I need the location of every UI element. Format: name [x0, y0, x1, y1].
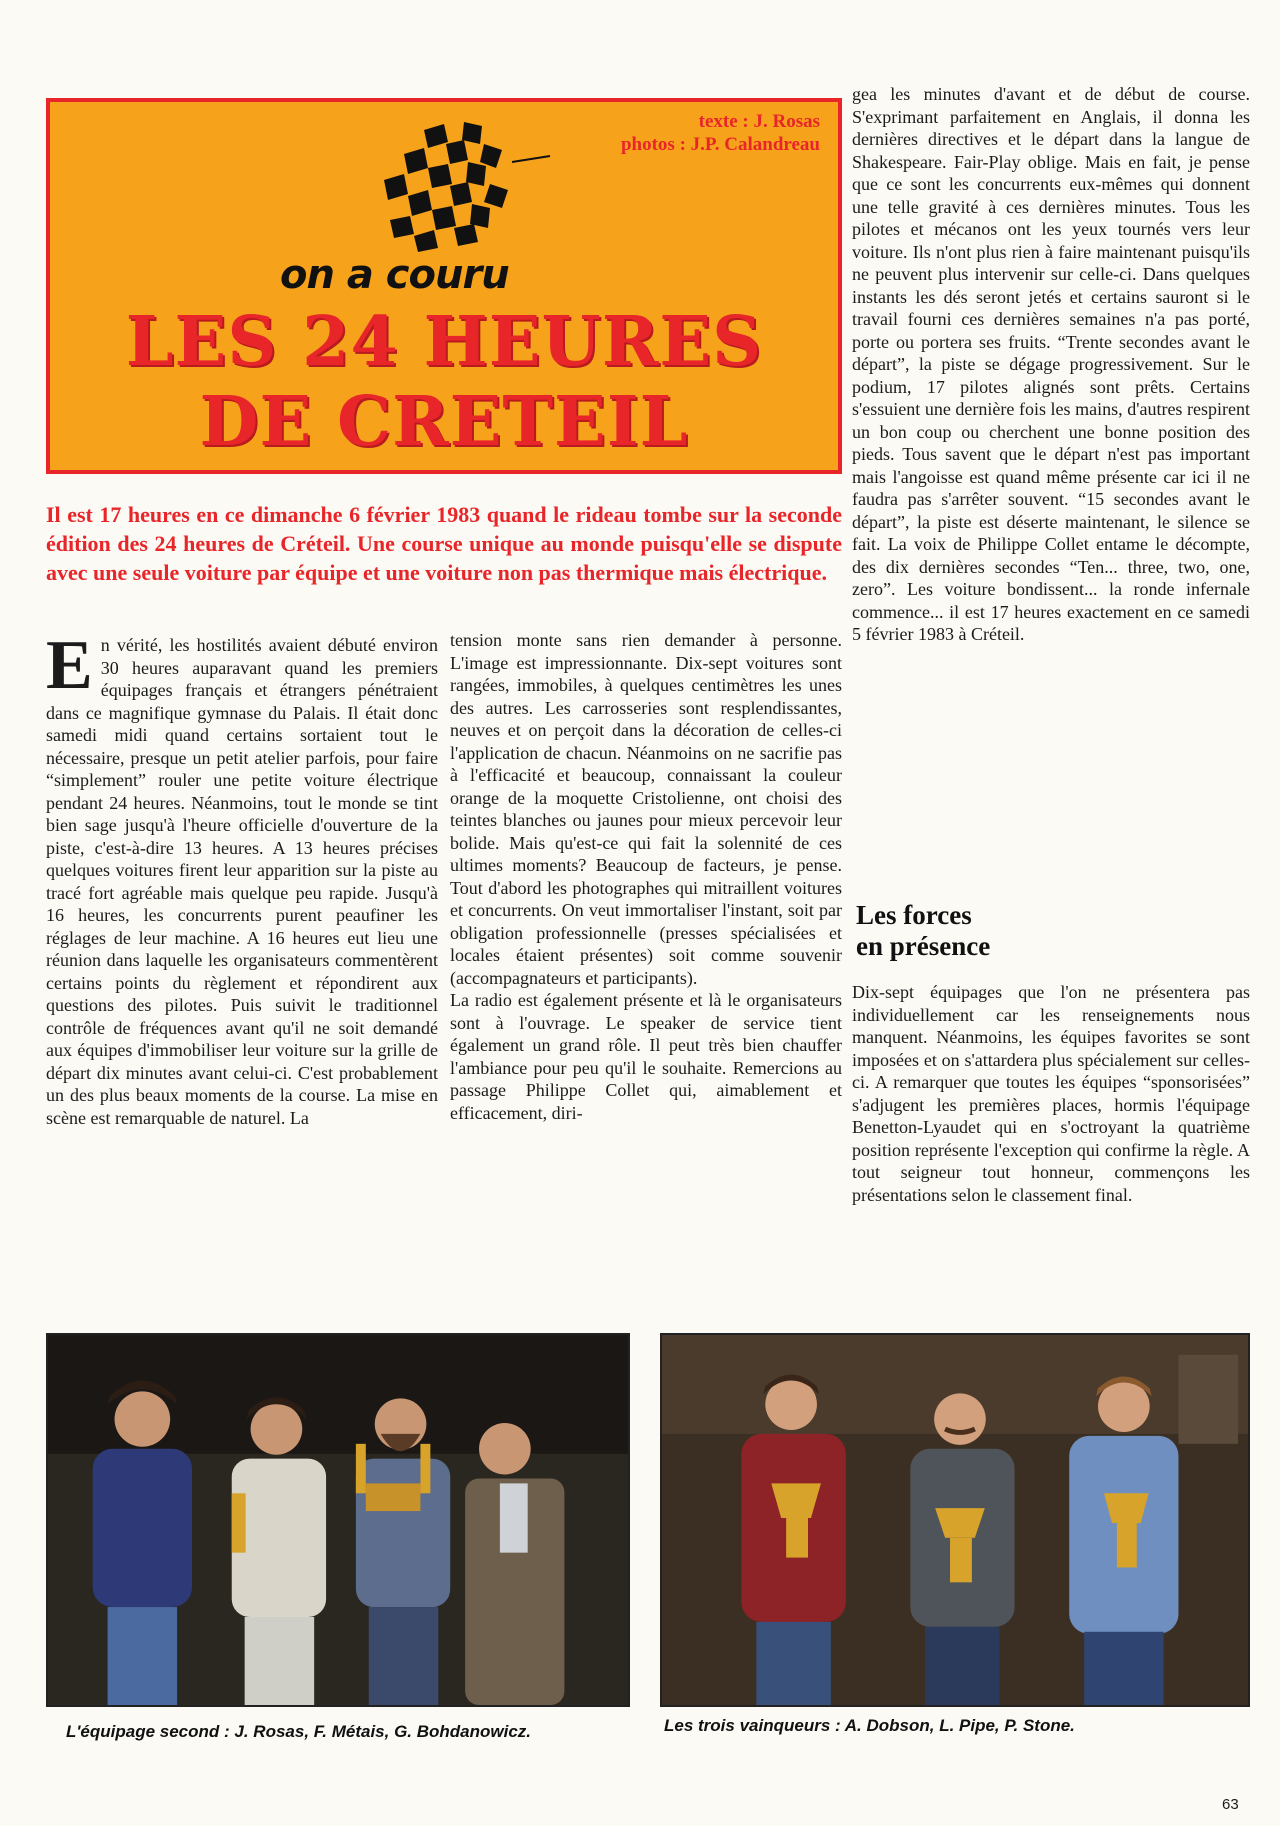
photo-caption-2: Les trois vainqueurs : A. Dobson, L. Pipe, P. Stone.: [664, 1716, 1075, 1735]
credit-text: texte : J. Rosas: [698, 111, 820, 132]
article-column-3-continued: [852, 981, 1250, 1206]
column3-paragraph-1: gea les minutes d'avant et de début de course. S'exprimant parfaitement en Anglais, il donna les dernières directives et le départ dans la langue de Shakespeare. Fair-Play oblige. Mais en fait, je pense que ce sont les concurrents eux-mêmes qui donnent une telle gravité à ces dernières minutes. Tous les pilotes et mécanos ont les yeux tournés vers leur voiture. Ils n'ont plus rien à faire maintenant puisqu'ils ne peuvent plus intervenir sur celle-ci. Dans quelques instants les dés seront jetés et certains sauront si le travail fourni ces dernières semaines n'a pas porté, porte ou portera ses fruits. “Trente secondes avant le départ”, la piste se dégage progressivement. Sur le podium, 17 pilotes alignés sont prêts. Certains s'essuient une dernière fois les mains, d'autres respirent un bon coup ou cherchent une bonne position des pieds. Tous savent que le départ n'est pas important mais l'angoisse est quand même présente car ici il ne faudra pas s'arrêter souvent. “15 secondes avant le départ”, la piste est déserte maintenant, le silence se fait. La voix de Philippe Collet entame le décompte, des dix dernières secondes “Ten... three, two, one, zero”. Les voiture bondissent... la ronde infernale commence... il est 17 heures exactement en ce samedi 5 février 1983 à Créteil.: [852, 84, 1250, 644]
article-column-2: [450, 629, 842, 1124]
drop-cap: E: [46, 627, 93, 704]
column2-paragraph-1: tension monte sans rien demander à personne. L'image est impressionnante. Dix-sept voitures sont rangées, immobiles, à quelques centimètres les unes des autres. Les carrosseries sont resplendissantes, neuves et on perçoit dans la décoration de celles-ci l'application de chacun. Néanmoins on ne sacrifie pas à l'efficacité et beaucoup, connaissant la couleur orange de la moquette Cristolienne, ont choisi des teintes blanches ou jaunes pour mieux percevoir leur bolide. Mais qu'est-ce qui fait la solennité de ces ultimes moments? Beaucoup de facteurs, je pense. Tout d'abord les photographes qui mitraillent voitures et concurrents. On veut immortaliser l'instant, soit par obligation professionnelle (presses spécialisées et locales étaient présentes) soit comme souvenir (accompagnateurs et participants).: [450, 630, 842, 988]
lead-paragraph: Il est 17 heures en ce dimanche 6 février 1983 quand le rideau tombe sur la seconde édition des 24 heures de Créteil. Une course unique au monde puisqu'elle se dispute avec une seule voiture par équipe et une voiture non pas thermique mais électrique.: [46, 502, 842, 585]
title-banner: [46, 98, 842, 474]
section-heading-line1: Les forces: [856, 900, 972, 930]
page-number: 63: [1222, 1796, 1239, 1813]
rubric-label: on a couru: [280, 252, 509, 298]
credit-photos: photos : J.P. Calandreau: [620, 134, 820, 155]
column2-paragraph-2: La radio est également présente et là le organisateurs sont à l'ouvrage. Le speaker de service tient également un grand rôle. Il peut très bien chauffer l'ambiance pour peu qu'il le souhaite. Remercions au passage Philippe Collet qui, aimablement et efficacement, diri-: [450, 990, 842, 1123]
photo-caption-1: L'équipage second : J. Rosas, F. Métais, G. Bohdanowicz.: [66, 1722, 532, 1741]
column1-text: n vérité, les hostilités avaient débuté environ 30 heures auparavant quand les premiers équipages français et étrangers pénétraient dans ce magnifique gymnase du Palais. Il était donc samedi midi quand certains sortaient tout le nécessaire, presque un petit atelier parfois, pour faire “simplement” rouler une petite voiture électrique pendant 24 heures. Néanmoins, tout le monde se tint bien sage jusqu'à l'heure officielle d'ouverture de la piste, c'est-à-dire 13 heures. A 13 heures précises quelques voitures firent leur apparition sur la piste au tracé fort agréable mais quelque peu rapide. Jusqu'à 16 heures, les concurrents purent peaufiner les réglages de leur machine. A 16 heures eut lieu une réunion dans laquelle les organisateurs commentèrent certains points du règlement et répondirent aux questions des pilotes. Puis suivit le traditionnel contrôle de fréquences avant qu'il ne soit demandé aux équipes d'immobiliser leur voiture sur la grille de départ dix minutes avant celui-ci. C'est probablement un des plus beaux moments de la course. La mise en scène est remarquable de naturel. La: [46, 635, 438, 1128]
credits: [621, 110, 820, 156]
page-title-line1: LES 24 HEURES: [125, 302, 763, 382]
column3-paragraph-2: Dix-sept équipages que l'on ne présentera pas individuellement car les renseignements nous manquent. Néanmoins, les équipes favorites se sont imposées et on s'attardera plus spécialement sur celles-ci. A remarquer que toutes les équipes “sponsorisées” s'adjugent les premières places, hormis l'équipage Benetton-Lyaudet qui en s'octroyant la quatrième position représente l'exception qui confirme la règle. A tout seigneur tout honneur, commençons les présentations selon le classement final.: [852, 982, 1250, 1205]
article-column-1: [46, 627, 438, 1129]
photo-second-crew: [46, 1333, 630, 1707]
photo-winners: [660, 1333, 1250, 1707]
article-column-3: [852, 83, 1250, 646]
checkered-flag-icon: [312, 122, 562, 272]
page-title-line2: DE CRETEIL: [199, 382, 689, 462]
section-heading-line2: en présence: [856, 931, 991, 961]
section-heading: [856, 900, 990, 962]
